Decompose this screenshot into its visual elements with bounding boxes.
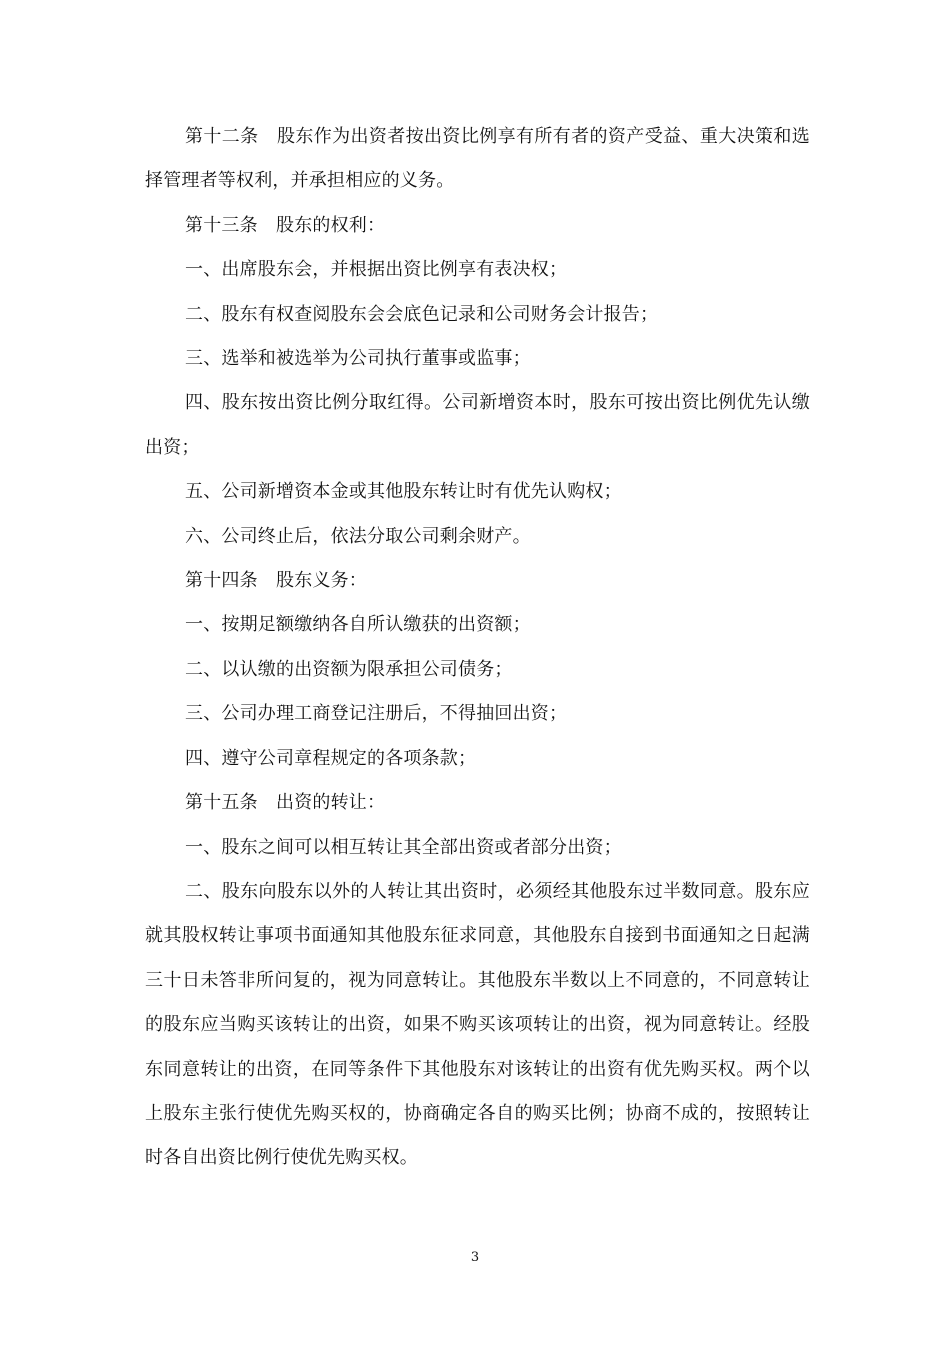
page-number: 3 — [470, 1250, 480, 1265]
paragraph-article-15-item-1: 一、股东之间可以相互转让其全部出资或者部分出资； — [185, 836, 622, 858]
paragraph-article-13-item-4: 四、股东按出资比例分取红得。公司新增资本时，股东可按出资比例优先认缴出资； — [145, 392, 810, 458]
paragraph-article-12: 第十二条 股东作为出资者按出资比例享有所有者的资产受益、重大决策和选择管理者等权利，并承担相应的义务。 — [145, 126, 810, 192]
paragraph-article-13-item-5: 五、公司新增资本金或其他股东转让时有优先认购权； — [185, 481, 622, 503]
paragraph-article-15-item-2: 二、股东向股东以外的人转让其出资时，必须经其他股东过半数同意。股东应就其股权转让事项书面通知其他股东征求同意，其他股东自接到书面通知之日起满三十日未答非所问复的，视为同意转让。其他股东半数以上不同意的，不同意转让的股东应当购买该转让的出资，如果不购买该项转让的出资，视为同意转让。经股东同意转让的出资，在同等条件下其他股东对该转让的出资有优先购买权。两个以上股东主张行使优先购买权的，协商确定各自的购买比例；协商不成的，按照转让时各自出资比例行使优先购买权。 — [145, 880, 810, 1169]
paragraph-article-13-item-1: 一、出席股东会，并根据出资比例享有表决权； — [185, 259, 568, 281]
paragraph-article-14-heading: 第十四条 股东义务： — [185, 570, 367, 592]
paragraph-article-14-item-2: 二、以认缴的出资额为限承担公司债务； — [185, 658, 513, 680]
paragraph-article-13-item-6: 六、公司终止后，依法分取公司剩余财产。 — [185, 525, 531, 547]
paragraph-article-13-heading: 第十三条 股东的权利： — [185, 214, 386, 236]
paragraph-article-15-heading: 第十五条 出资的转让： — [185, 792, 386, 814]
paragraph-article-13-item-3: 三、选举和被选举为公司执行董事或监事； — [185, 348, 531, 370]
paragraph-article-14-item-3: 三、公司办理工商登记注册后，不得抽回出资； — [185, 703, 568, 725]
paragraph-article-14-item-1: 一、按期足额缴纳各自所认缴获的出资额； — [185, 614, 531, 636]
paragraph-article-13-item-2: 二、股东有权查阅股东会会底色记录和公司财务会计报告； — [185, 303, 659, 325]
document-body — [145, 115, 810, 1181]
paragraph-article-14-item-4: 四、遵守公司章程规定的各项条款； — [185, 747, 477, 769]
